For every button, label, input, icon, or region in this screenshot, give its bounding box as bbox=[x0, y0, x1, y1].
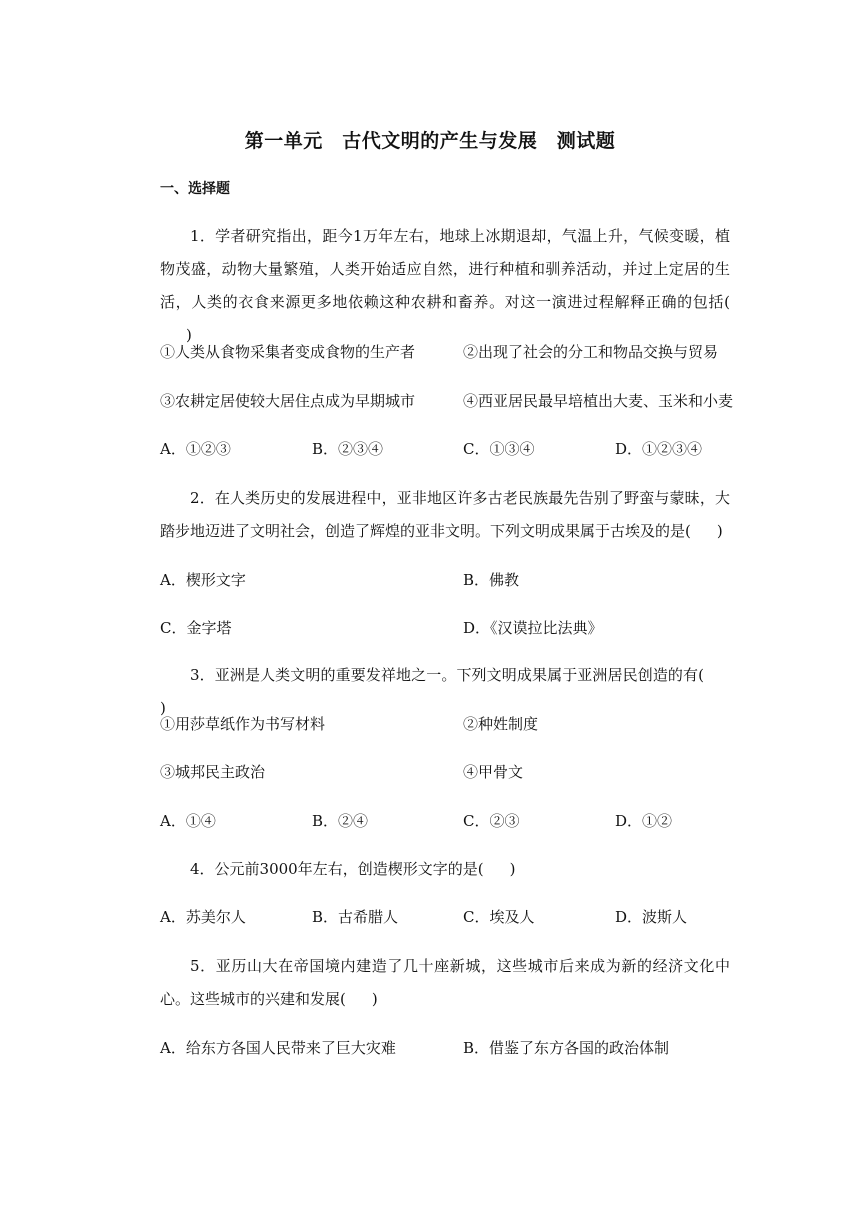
option-c[interactable]: C．金字塔 bbox=[160, 619, 232, 637]
option-c[interactable]: C．②③ bbox=[463, 812, 520, 830]
statement: ②出现了社会的分工和物品交换与贸易 bbox=[463, 343, 719, 361]
question-4-options bbox=[160, 902, 740, 932]
question-3-statements-row-1 bbox=[160, 709, 740, 739]
statement: ①人类从食物采集者变成食物的生产者 bbox=[160, 343, 416, 361]
option-d[interactable]: D．波斯人 bbox=[615, 908, 688, 926]
answer-paren-close: ) bbox=[371, 990, 378, 1008]
question-4-stem bbox=[160, 853, 730, 886]
question-1-options bbox=[160, 434, 740, 464]
question-stem-text: 2．在人类历史的发展进程中，亚非地区许多古老民族最先告别了野蛮与蒙昧，大踏步地迈进了文明社会，创造了辉煌的亚非文明。下列文明成果属于古埃及的是( bbox=[160, 489, 730, 540]
question-2-options-row-1 bbox=[160, 565, 740, 595]
option-a[interactable]: A．苏美尔人 bbox=[160, 908, 246, 926]
statement: ④西亚居民最早培植出大麦、玉米和小麦 bbox=[463, 392, 734, 410]
option-d[interactable]: D．①②③④ bbox=[615, 440, 703, 458]
option-c[interactable]: C．埃及人 bbox=[463, 908, 535, 926]
question-1-statements-row-2 bbox=[160, 386, 740, 416]
option-d[interactable]: D．①② bbox=[615, 812, 673, 830]
statement: ④甲骨文 bbox=[463, 763, 524, 781]
option-a[interactable]: A．给东方各国人民带来了巨大灾难 bbox=[160, 1039, 396, 1057]
question-2-stem bbox=[160, 482, 730, 548]
question-2-options-row-2 bbox=[160, 613, 740, 643]
question-stem-text: 4．公元前3000年左右，创造楔形文字的是( bbox=[190, 860, 484, 878]
question-1-stem bbox=[160, 220, 730, 352]
answer-paren-close: ) bbox=[716, 522, 723, 540]
page-title: 第一单元 古代文明的产生与发展 测试题 bbox=[244, 130, 616, 152]
option-b[interactable]: B．佛教 bbox=[463, 571, 520, 589]
question-3-statements-row-2 bbox=[160, 757, 740, 787]
question-stem-text: 1．学者研究指出，距今1万年左右，地球上冰期退却，气温上升，气候变暖，植物茂盛，动物大量繁殖，人类开始适应自然，进行种植和驯养活动，并过上定居的生活，人类的衣食来源更多地依赖这种农耕和畜养。对这一演进过程解释正确的包括( bbox=[160, 227, 730, 311]
question-5-stem bbox=[160, 950, 730, 1016]
answer-paren-close: ) bbox=[186, 326, 192, 344]
statement: ②种姓制度 bbox=[463, 715, 539, 733]
option-b[interactable]: B．②④ bbox=[312, 812, 369, 830]
question-stem-text: 5．亚历山大在帝国境内建造了几十座新城，这些城市后来成为新的经济文化中心。这些城市的兴建和发展( bbox=[160, 957, 730, 1008]
option-c[interactable]: C．①③④ bbox=[463, 440, 535, 458]
statement: ③城邦民主政治 bbox=[160, 763, 266, 781]
option-a[interactable]: A．①④ bbox=[160, 812, 216, 830]
question-1-statements-row-1 bbox=[160, 337, 740, 367]
answer-paren-close: ) bbox=[509, 860, 516, 878]
option-b[interactable]: B．古希腊人 bbox=[312, 908, 399, 926]
statement: ③农耕定居使较大居住点成为早期城市 bbox=[160, 392, 416, 410]
option-a[interactable]: A．①②③ bbox=[160, 440, 231, 458]
option-b[interactable]: B．②③④ bbox=[312, 440, 384, 458]
question-5-options bbox=[160, 1033, 740, 1063]
answer-paren-close: ) bbox=[160, 699, 166, 717]
section-heading: 一、选择题 bbox=[160, 181, 230, 197]
option-b[interactable]: B．借鉴了东方各国的政治体制 bbox=[463, 1039, 670, 1057]
option-d[interactable]: D．《汉谟拉比法典》 bbox=[463, 619, 603, 637]
statement: ①用莎草纸作为书写材料 bbox=[160, 715, 326, 733]
option-a[interactable]: A．楔形文字 bbox=[160, 571, 246, 589]
question-3-options bbox=[160, 806, 740, 836]
question-stem-text: 3．亚洲是人类文明的重要发祥地之一。下列文明成果属于亚洲居民创造的有( bbox=[190, 666, 704, 684]
